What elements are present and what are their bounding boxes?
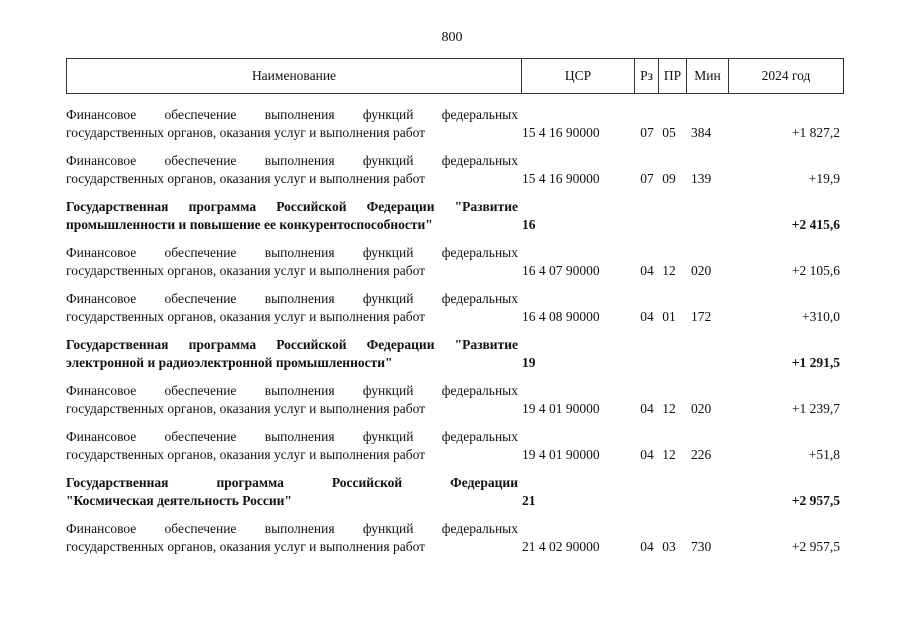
row-pr: 12 <box>662 262 676 278</box>
row-name-line1: Финансовое обеспечение выполнения функций федеральных <box>66 245 518 260</box>
table-row <box>66 286 844 332</box>
row-min: 730 <box>691 538 712 554</box>
header-name: Наименование <box>67 59 522 93</box>
row-amount: +19,9 <box>808 170 840 186</box>
table-header <box>66 58 844 94</box>
table-row <box>66 240 844 286</box>
row-name <box>66 474 518 509</box>
table-row <box>66 424 844 470</box>
row-min: 020 <box>691 400 712 416</box>
row-amount: +51,8 <box>808 446 840 462</box>
row-name-line1: Финансовое обеспечение выполнения функций федеральных <box>66 383 518 398</box>
row-pr: 12 <box>662 446 676 462</box>
row-rz: 04 <box>640 446 654 462</box>
row-name-line1: Финансовое обеспечение выполнения функций федеральных <box>66 291 518 306</box>
row-rz: 07 <box>640 124 654 140</box>
row-pr: 03 <box>662 538 676 554</box>
row-min: 020 <box>691 262 712 278</box>
row-rz: 07 <box>640 170 654 186</box>
row-pr: 12 <box>662 400 676 416</box>
row-name-line2: электронной и радиоэлектронной промышленности" <box>66 354 393 370</box>
header-year: 2024 год <box>761 68 811 83</box>
table-row <box>66 148 844 194</box>
row-amount: +1 239,7 <box>791 400 840 416</box>
row-name-line2: государственных органов, оказания услуг и выполнения работ <box>66 262 426 278</box>
row-amount: +2 105,6 <box>791 262 840 278</box>
row-csr: 15 4 16 90000 <box>522 124 600 140</box>
row-rz: 04 <box>640 262 654 278</box>
row-pr: 01 <box>662 308 676 324</box>
row-min: 384 <box>691 124 712 140</box>
row-name-line2: промышленности и повышение ее конкурентоспособности" <box>66 216 433 232</box>
row-csr: 16 4 08 90000 <box>522 308 600 324</box>
row-name <box>66 428 518 463</box>
row-name-line2: государственных органов, оказания услуг и выполнения работ <box>66 308 426 324</box>
row-name-line2: государственных органов, оказания услуг и выполнения работ <box>66 170 426 186</box>
row-min: 139 <box>691 170 712 186</box>
row-name-line2: государственных органов, оказания услуг и выполнения работ <box>66 446 426 462</box>
header-csr: ЦСР <box>522 59 635 93</box>
row-pr: 09 <box>662 170 676 186</box>
row-amount: +2 957,5 <box>791 538 840 554</box>
row-name <box>66 244 518 279</box>
row-name <box>66 290 518 325</box>
row-name-line1: Государственная программа Российской Федерации "Развитие <box>66 337 518 352</box>
row-name-line2: "Космическая деятельность России" <box>66 492 292 508</box>
row-amount: +1 827,2 <box>791 124 840 140</box>
header-min: Мин <box>687 59 729 93</box>
row-amount: +1 291,5 <box>791 354 840 370</box>
table-row <box>66 332 844 378</box>
row-name <box>66 382 518 417</box>
row-name-line1: Государственная программа Российской Федерации <box>66 475 518 490</box>
row-csr: 21 <box>522 492 536 508</box>
header-pr: ПР <box>659 59 687 93</box>
row-amount: +2 957,5 <box>791 492 840 508</box>
table-row <box>66 194 844 240</box>
table-body <box>66 102 844 562</box>
row-csr: 16 <box>522 216 536 232</box>
row-name-line1: Финансовое обеспечение выполнения функций федеральных <box>66 153 518 168</box>
row-rz: 04 <box>640 308 654 324</box>
row-amount: +2 415,6 <box>791 216 840 232</box>
row-name-line1: Финансовое обеспечение выполнения функций федеральных <box>66 429 518 444</box>
page-number: 800 <box>441 30 463 45</box>
row-name-line2: государственных органов, оказания услуг и выполнения работ <box>66 124 426 140</box>
row-min: 226 <box>691 446 712 462</box>
row-name <box>66 198 518 233</box>
header-rz: Рз <box>635 59 659 93</box>
row-csr: 19 4 01 90000 <box>522 400 600 416</box>
row-rz: 04 <box>640 400 654 416</box>
row-rz: 04 <box>640 538 654 554</box>
row-csr: 19 4 01 90000 <box>522 446 600 462</box>
row-amount: +310,0 <box>802 308 840 324</box>
table-row <box>66 470 844 516</box>
row-name-line1: Государственная программа Российской Федерации "Развитие <box>66 199 518 214</box>
row-name <box>66 336 518 371</box>
row-name <box>66 152 518 187</box>
row-csr: 19 <box>522 354 536 370</box>
row-min: 172 <box>691 308 712 324</box>
row-pr: 05 <box>662 124 676 140</box>
row-name-line1: Финансовое обеспечение выполнения функций федеральных <box>66 107 518 122</box>
row-name <box>66 520 518 555</box>
table-row <box>66 516 844 562</box>
table-row <box>66 378 844 424</box>
table-row <box>66 102 844 148</box>
row-name-line1: Финансовое обеспечение выполнения функций федеральных <box>66 521 518 536</box>
row-name <box>66 106 518 141</box>
row-csr: 15 4 16 90000 <box>522 170 600 186</box>
row-name-line2: государственных органов, оказания услуг и выполнения работ <box>66 400 426 416</box>
row-name-line2: государственных органов, оказания услуг и выполнения работ <box>66 538 426 554</box>
row-csr: 21 4 02 90000 <box>522 538 600 554</box>
row-csr: 16 4 07 90000 <box>522 262 600 278</box>
